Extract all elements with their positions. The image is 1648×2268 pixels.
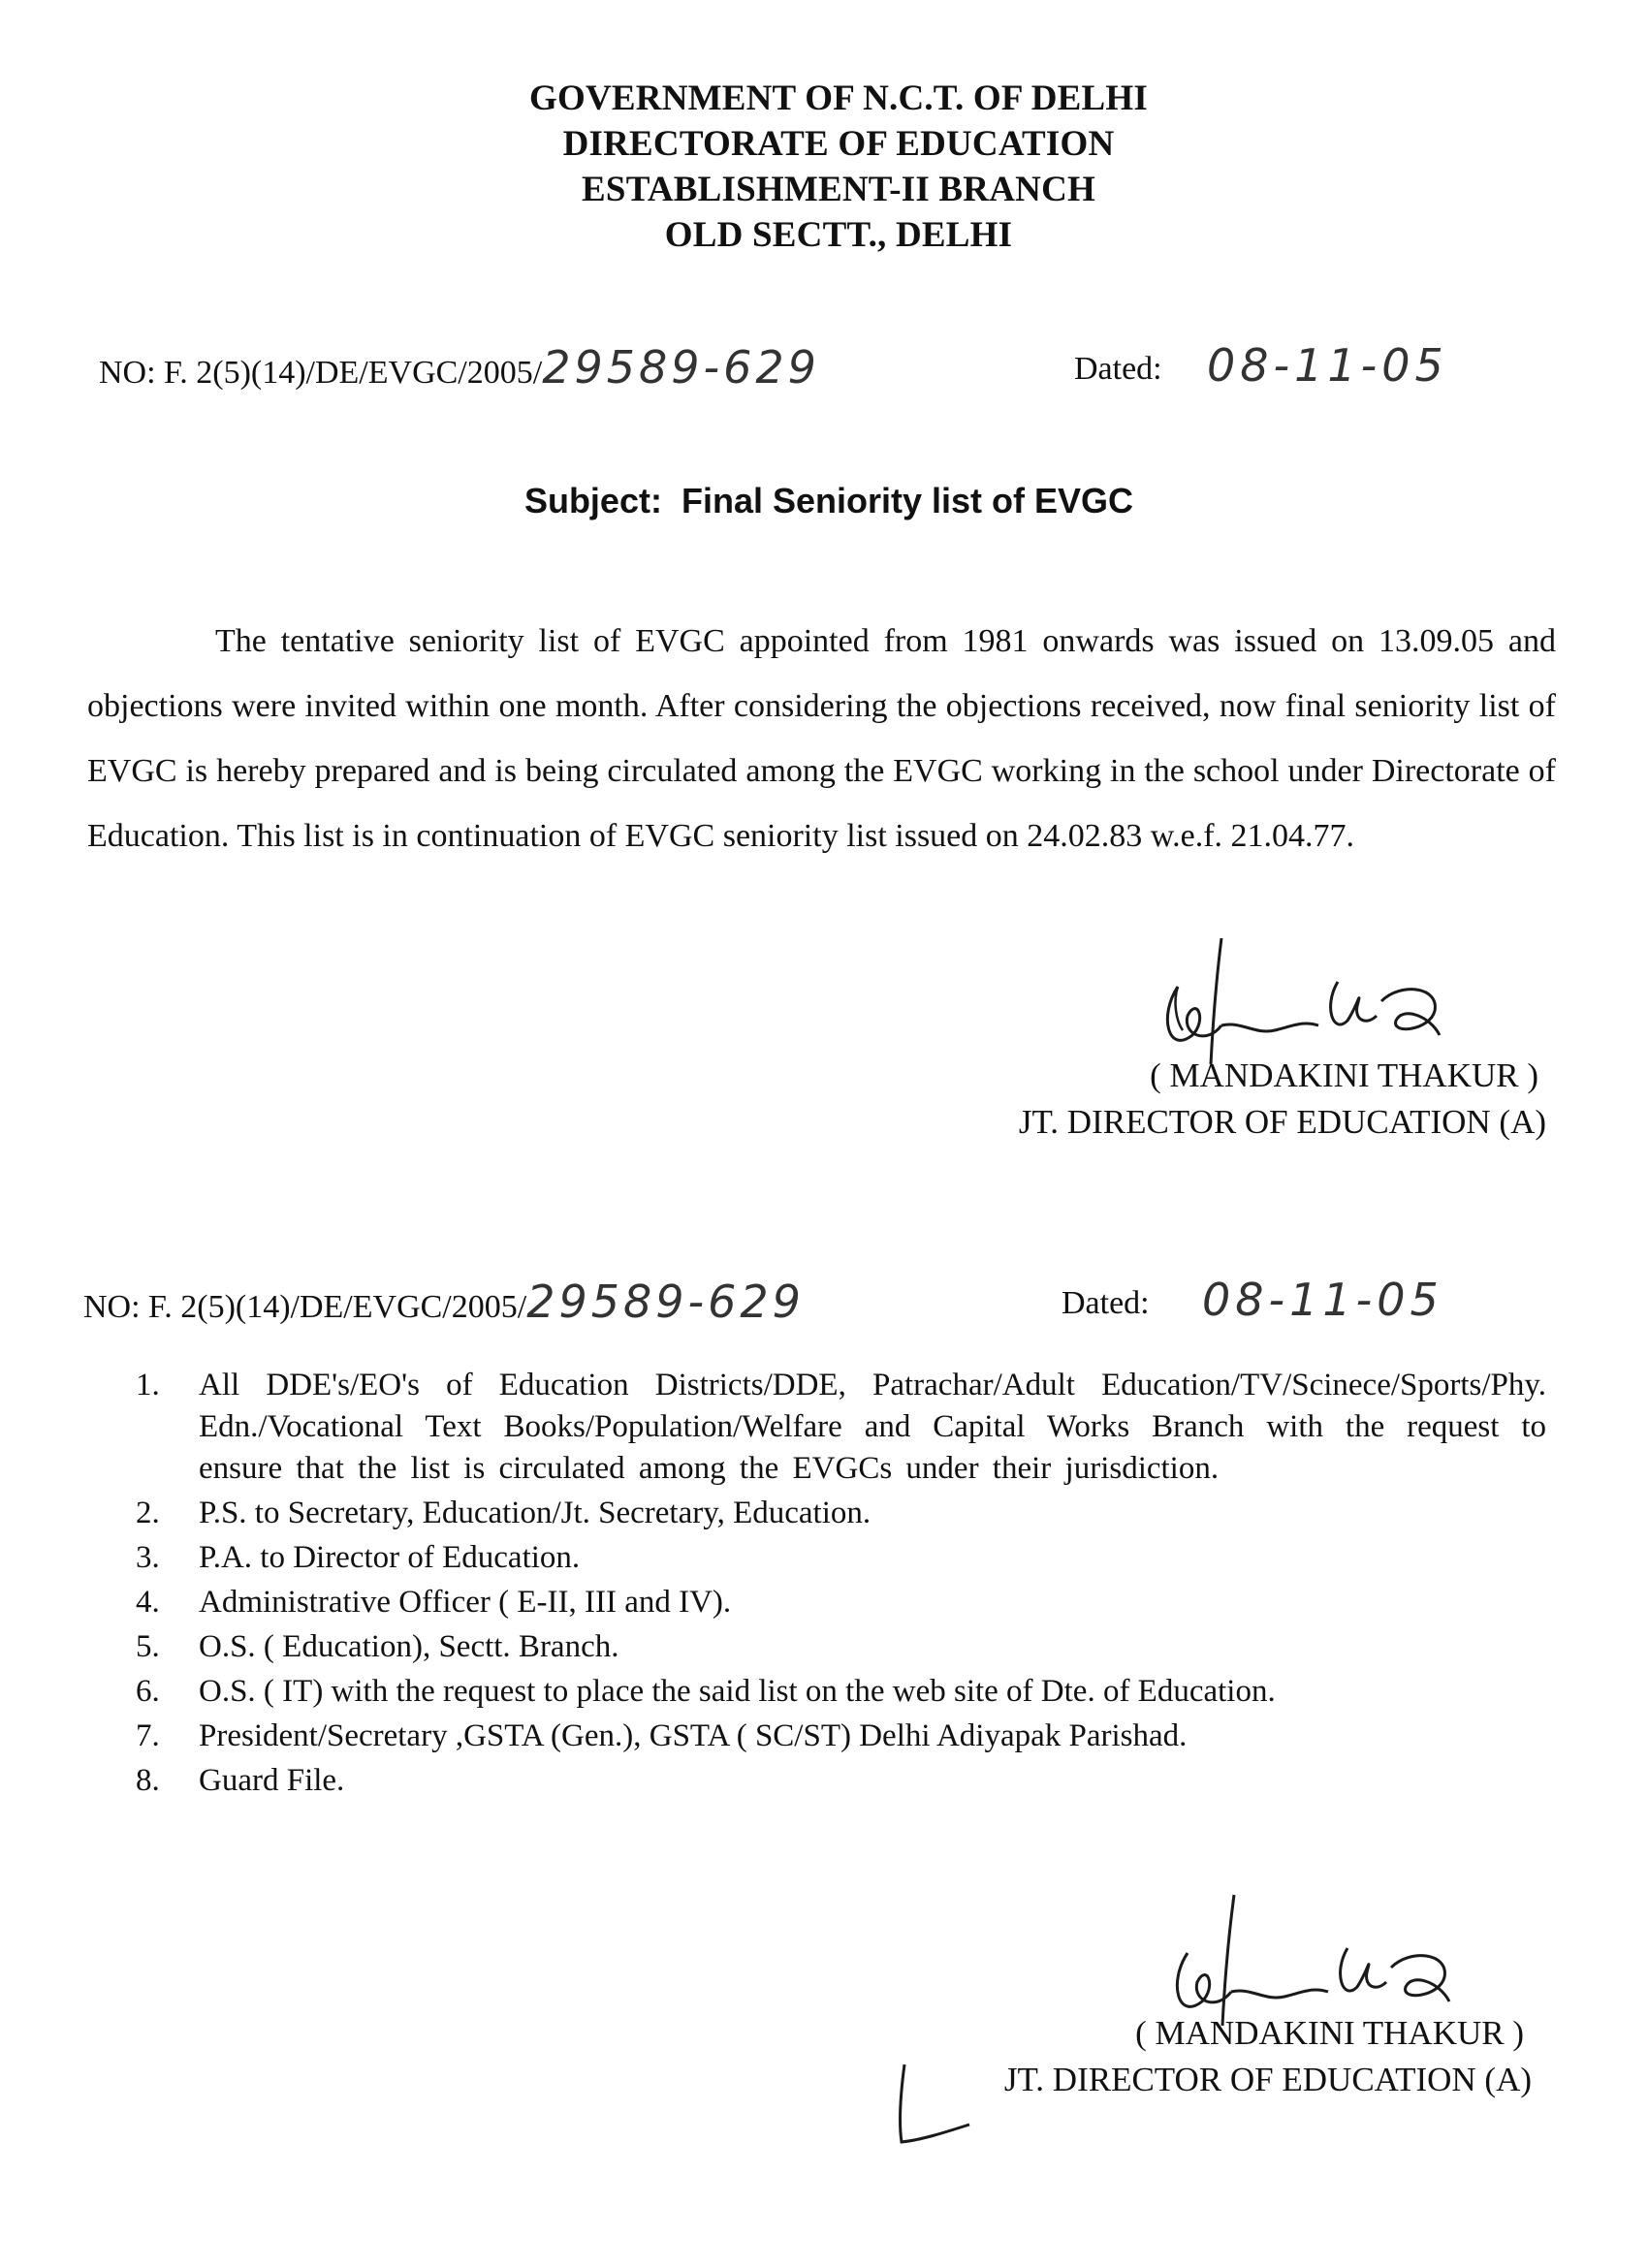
list-item xyxy=(136,1626,1546,1668)
signatory-name: ( MANDAKINI THAKUR ) xyxy=(1150,1056,1538,1094)
signatory2-designation: JT. DIRECTOR OF EDUCATION (A) xyxy=(1003,2061,1532,2098)
list-item-text: O.S. ( Education), Sectt. Branch. xyxy=(199,1629,619,1664)
copy-handwritten-number: 29589-629 xyxy=(526,1276,805,1328)
list-item-number: 7. xyxy=(136,1718,160,1753)
list-item-text: Administrative Officer ( E-II, III and IV). xyxy=(199,1585,732,1620)
list-item xyxy=(136,1671,1546,1713)
letterhead xyxy=(0,76,1648,258)
signatory-designation: JT. DIRECTOR OF EDUCATION (A) xyxy=(1018,1103,1546,1141)
order-handwritten-number: 29589-629 xyxy=(542,341,820,394)
copy-reference-number: NO: F. 2(5)(14)/DE/EVGC/2005/ xyxy=(83,1289,527,1325)
order-dated-label: Dated: xyxy=(1074,351,1162,387)
body-paragraph: The tentative seniority list of EVGC appointed from 1981 onwards was issued on 13.09.05 and objections were invited within one month. After considering the objections received, now final seniority list of EVGC is hereby prepared and is being circulated among the EVGC working in the school under Directorate of Education. This list is in continuation of EVGC seniority list issued on 24.02.83 w.e.f. 21.04.77. xyxy=(87,623,1556,854)
subject-label: Subject: xyxy=(523,481,662,520)
list-item xyxy=(136,1716,1546,1757)
list-item-text: President/Secretary ,GSTA (Gen.), GSTA ( SC/ST) Delhi Adiyapak Parishad. xyxy=(199,1718,1188,1753)
list-item-text: Guard File. xyxy=(199,1763,345,1798)
list-item-number: 6. xyxy=(136,1674,160,1709)
copy-dated-label: Dated: xyxy=(1062,1285,1150,1321)
list-item-text: O.S. ( IT) with the request to place the said list on the web site of Dte. of Education. xyxy=(199,1674,1276,1709)
list-item xyxy=(136,1493,1546,1534)
initial-mark xyxy=(877,2055,984,2152)
list-item-number: 4. xyxy=(136,1585,160,1620)
list-item-text: All DDE's/EO's of Education Districts/DDE, Patrachar/Adult Education/TV/Scinece/Sports/Phy. Edn./Vocational Text Books/Population/Welfare and Capital Works Branch with the request to ensure that the list is circulated among the EVGCs under their jurisdiction. xyxy=(199,1368,1546,1486)
distribution-list xyxy=(136,1365,1546,1805)
list-item-number: 1. xyxy=(136,1368,160,1402)
list-item-number: 5. xyxy=(136,1629,160,1664)
list-item xyxy=(136,1760,1546,1802)
list-item-number: 8. xyxy=(136,1763,160,1798)
order-reference xyxy=(99,341,820,394)
list-item xyxy=(136,1537,1546,1579)
signature-block-2 xyxy=(1004,2010,1532,2103)
letterhead-line-branch: ESTABLISHMENT-II BRANCH xyxy=(582,170,1095,209)
list-item xyxy=(136,1365,1546,1490)
letterhead-line-government: GOVERNMENT OF N.C.T. OF DELHI xyxy=(529,79,1148,118)
letterhead-line-address: OLD SECTT., DELHI xyxy=(664,215,1013,255)
list-item-number: 3. xyxy=(136,1540,160,1575)
order-handwritten-date: 08-11-05 xyxy=(1207,339,1448,392)
list-item-text: P.S. to Secretary, Education/Jt. Secretary, Education. xyxy=(199,1496,872,1530)
list-item xyxy=(136,1582,1546,1623)
copy-reference xyxy=(83,1276,805,1328)
subject-text: Final Seniority list of EVGC xyxy=(681,481,1134,520)
copy-handwritten-date: 08-11-05 xyxy=(1202,1274,1443,1326)
signatory2-name: ( MANDAKINI THAKUR ) xyxy=(1135,2014,1524,2052)
order-reference-number: NO: F. 2(5)(14)/DE/EVGC/2005/ xyxy=(99,355,543,391)
letterhead-line-directorate: DIRECTORATE OF EDUCATION xyxy=(562,124,1115,164)
signature-block xyxy=(1019,1053,1546,1146)
list-item-number: 2. xyxy=(136,1496,160,1530)
subject-line xyxy=(0,481,1648,521)
list-item-text: P.A. to Director of Education. xyxy=(199,1540,581,1575)
